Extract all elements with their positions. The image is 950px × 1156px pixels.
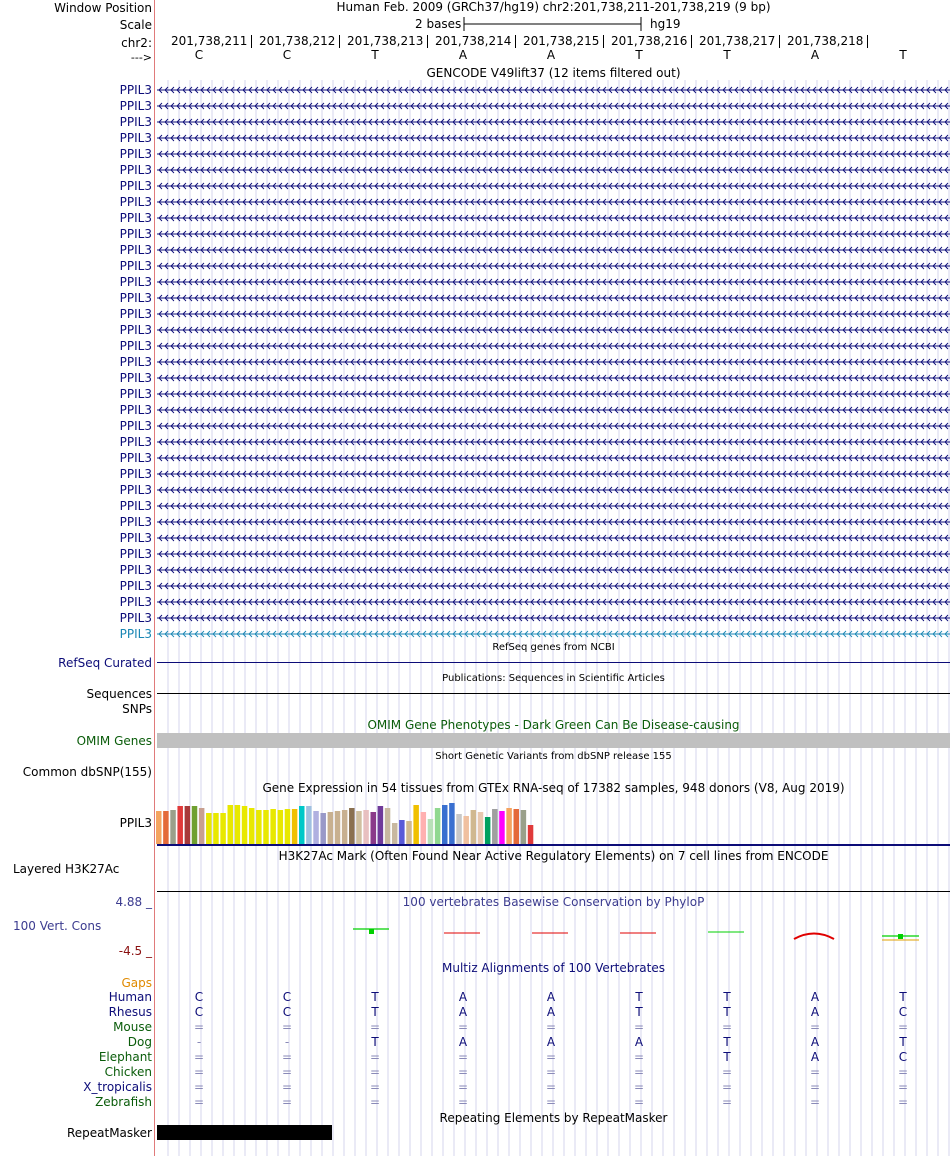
aligned-base: A <box>634 1035 644 1049</box>
gtex-tissue-bar <box>163 811 169 844</box>
phylop-track-label[interactable]: 100 Vert. Cons <box>13 919 102 933</box>
aligned-base: = <box>633 1050 645 1064</box>
phylop-score <box>794 934 834 940</box>
aligned-base: = <box>193 1080 205 1094</box>
gene-label[interactable]: PPIL3 <box>119 515 152 529</box>
scale-bar <box>462 16 644 32</box>
gene-label[interactable]: PPIL3 <box>119 499 152 513</box>
aligned-base: - <box>196 1035 202 1049</box>
ruler-position: 201,738,211 <box>171 35 252 48</box>
aligned-base: T <box>899 1035 907 1049</box>
gtex-tissue-bar <box>278 810 284 844</box>
base-letter: A <box>810 48 820 62</box>
refseq-track-title[interactable]: RefSeq genes from NCBI <box>492 642 615 653</box>
gene-label[interactable]: PPIL3 <box>119 147 152 161</box>
aligned-base: = <box>545 1095 557 1109</box>
aligned-base: = <box>457 1065 469 1079</box>
base-letter: T <box>723 48 731 62</box>
gene-label[interactable]: PPIL3 <box>119 483 152 497</box>
aligned-base: A <box>810 1035 820 1049</box>
gtex-tissue-bar <box>206 813 212 844</box>
aligned-base: T <box>723 1050 731 1064</box>
gtex-tissue-bar <box>442 805 448 844</box>
gtex-tissue-bar <box>335 811 341 844</box>
dna-sequence-row <box>0 48 950 64</box>
gtex-tissue-bar <box>456 814 462 844</box>
gene-label[interactable]: PPIL3 <box>119 579 152 593</box>
gencode-transcripts[interactable] <box>157 80 950 640</box>
gtex-tissue-bar <box>320 813 326 844</box>
gene-label[interactable]: PPIL3 <box>119 227 152 241</box>
gtex-tissue-bar <box>363 810 369 844</box>
gene-label[interactable]: PPIL3 <box>119 595 152 609</box>
aligned-base: = <box>193 1065 205 1079</box>
gtex-tissue-bar <box>270 809 276 844</box>
aligned-base: T <box>723 990 731 1004</box>
phylop-min-label: -4.5 _ <box>118 944 152 958</box>
gtex-tissue-bar <box>378 806 384 844</box>
base-letter: C <box>282 48 292 62</box>
gtex-tissue-bar <box>177 806 183 844</box>
aligned-base: = <box>369 1080 381 1094</box>
gtex-tissue-bar <box>242 806 248 844</box>
aligned-base: T <box>635 990 643 1004</box>
aligned-base: = <box>545 1080 557 1094</box>
gtex-tissue-bar <box>306 806 312 844</box>
gencode-track-title[interactable]: GENCODE V49lift37 (12 items filtered out) <box>426 66 681 80</box>
chrom-label: chr2: <box>121 36 152 50</box>
aligned-base: T <box>899 990 907 1004</box>
aligned-base: = <box>457 1080 469 1094</box>
species-label[interactable]: Rhesus <box>108 1005 152 1019</box>
gtex-tissue-bar <box>449 803 455 844</box>
base-letter: T <box>899 48 907 62</box>
aligned-base: T <box>371 990 379 1004</box>
gtex-tissue-bar <box>399 820 405 844</box>
aligned-base: = <box>897 1080 909 1094</box>
aligned-base: = <box>545 1065 557 1079</box>
aligned-base: C <box>282 1005 292 1019</box>
gtex-tissue-bar <box>471 810 477 844</box>
ruler-position: 201,738,216 <box>611 35 692 48</box>
aligned-base: A <box>546 1005 556 1019</box>
ruler-position: 201,738,212 <box>259 35 340 48</box>
aligned-base: = <box>457 1020 469 1034</box>
gtex-track-title[interactable]: Gene Expression in 54 tissues from GTEx RNA-seq of 17382 samples, 948 donors (V8, Aug 2019) <box>262 781 845 795</box>
aligned-base: = <box>369 1050 381 1064</box>
gtex-tissue-bar <box>514 809 520 844</box>
gtex-tissue-bar <box>342 810 348 844</box>
sequences-track-label[interactable]: Sequences <box>86 687 152 701</box>
refseq-gene-line[interactable] <box>157 662 950 663</box>
aligned-base: = <box>897 1095 909 1109</box>
aligned-base: = <box>897 1065 909 1079</box>
gtex-tissue-bar <box>499 811 505 844</box>
ruler-position: 201,738,218 <box>787 35 868 48</box>
gene-label[interactable]: PPIL3 <box>119 547 152 561</box>
gtex-tissue-bar <box>385 808 391 844</box>
gene-label[interactable]: PPIL3 <box>119 355 152 369</box>
gtex-tissue-bar <box>435 808 441 844</box>
aligned-base: = <box>897 1020 909 1034</box>
gtex-baseline <box>157 844 950 846</box>
gtex-gene-label[interactable]: PPIL3 <box>119 816 152 830</box>
gtex-tissue-bar <box>285 809 291 844</box>
aligned-base: = <box>193 1095 205 1109</box>
sequences-line[interactable] <box>157 693 950 694</box>
gene-label[interactable]: PPIL3 <box>119 467 152 481</box>
dbsnp-track-label[interactable]: Common dbSNP(155) <box>22 765 152 779</box>
repeat-element-block[interactable] <box>157 1125 332 1140</box>
phylop-score <box>898 934 903 939</box>
base-letter: C <box>194 48 204 62</box>
snps-track-label[interactable]: SNPs <box>122 702 152 716</box>
gtex-tissue-bar <box>156 811 162 844</box>
base-letter: T <box>371 48 379 62</box>
gene-label[interactable]: PPIL3 <box>119 323 152 337</box>
gtex-tissue-bar <box>428 819 434 844</box>
gtex-tissue-bar <box>349 808 355 844</box>
aligned-base: = <box>721 1080 733 1094</box>
dbsnp-track-title[interactable]: Short Genetic Variants from dbSNP release 155 <box>435 751 672 762</box>
aligned-base: C <box>898 1050 908 1064</box>
species-label[interactable]: Elephant <box>98 1050 152 1064</box>
phylop-max-label: 4.88 _ <box>115 895 152 909</box>
aligned-base: = <box>809 1080 821 1094</box>
h3k27ac-baseline <box>157 891 950 892</box>
gtex-tissue-bar <box>506 808 512 844</box>
gtex-tissue-bar <box>313 811 319 844</box>
base-letter: T <box>635 48 643 62</box>
aligned-base: T <box>723 1035 731 1049</box>
gtex-tissue-bar <box>199 808 205 844</box>
publications-track-title[interactable]: Publications: Sequences in Scientific Articles <box>442 673 665 684</box>
scale-label: Scale <box>119 18 152 32</box>
gene-label[interactable]: PPIL3 <box>119 243 152 257</box>
aligned-base: = <box>633 1065 645 1079</box>
gene-label[interactable]: PPIL3 <box>119 419 152 433</box>
gene-label[interactable]: PPIL3 <box>119 291 152 305</box>
gtex-tissue-bar <box>485 817 491 844</box>
phylop-track-title[interactable]: 100 vertebrates Basewise Conservation by PhyloP <box>402 895 705 909</box>
gtex-expression-bars[interactable] <box>154 797 554 845</box>
aligned-base: = <box>809 1065 821 1079</box>
gtex-tissue-bar <box>371 812 377 844</box>
gene-label[interactable]: PPIL3 <box>119 99 152 113</box>
aligned-base: A <box>458 990 468 1004</box>
aligned-base: = <box>369 1020 381 1034</box>
aligned-base: = <box>369 1065 381 1079</box>
gene-label[interactable]: PPIL3 <box>119 531 152 545</box>
gtex-tissue-bar <box>256 810 262 844</box>
aligned-base: C <box>282 990 292 1004</box>
h3k27ac-track-title[interactable]: H3K27Ac Mark (Often Found Near Active Regulatory Elements) on 7 cell lines from ENCODE <box>278 849 829 863</box>
gene-label[interactable]: PPIL3 <box>119 435 152 449</box>
gtex-tissue-bar <box>299 806 305 844</box>
aligned-base: = <box>193 1020 205 1034</box>
h3k27ac-track-label[interactable]: Layered H3K27Ac <box>13 862 120 876</box>
species-label[interactable]: Dog <box>127 1035 152 1049</box>
aligned-base: = <box>193 1050 205 1064</box>
aligned-base: A <box>546 1035 556 1049</box>
gtex-tissue-bar <box>170 810 176 844</box>
aligned-base: = <box>545 1050 557 1064</box>
aligned-base: = <box>721 1065 733 1079</box>
aligned-base: - <box>284 1035 290 1049</box>
omim-track-title[interactable]: OMIM Gene Phenotypes - Dark Green Can Be Disease-causing <box>367 718 740 732</box>
gtex-tissue-bar <box>249 808 255 844</box>
aligned-base: = <box>633 1095 645 1109</box>
omim-gene-bar[interactable] <box>157 733 950 748</box>
aligned-base: T <box>723 1005 731 1019</box>
scale-db-text: hg19 <box>650 17 681 31</box>
repeatmasker-track-title[interactable]: Repeating Elements by RepeatMasker <box>439 1111 668 1125</box>
aligned-base: = <box>721 1095 733 1109</box>
gtex-tissue-bar <box>235 805 241 844</box>
species-label[interactable]: Mouse <box>113 1020 152 1034</box>
gene-label[interactable]: PPIL3 <box>119 403 152 417</box>
gtex-tissue-bar <box>220 813 226 844</box>
gene-label[interactable]: PPIL3 <box>119 275 152 289</box>
aligned-base: C <box>194 990 204 1004</box>
aligned-base: A <box>810 1050 820 1064</box>
gtex-tissue-bar <box>406 821 412 844</box>
base-letter: A <box>458 48 468 62</box>
aligned-base: A <box>458 1005 468 1019</box>
gtex-tissue-bar <box>263 810 269 844</box>
window-position-label: Window Position <box>54 1 152 15</box>
aligned-base: = <box>721 1020 733 1034</box>
aligned-base: = <box>457 1050 469 1064</box>
gene-label[interactable]: PPIL3 <box>119 259 152 273</box>
ruler-position: 201,738,214 <box>435 35 516 48</box>
aligned-base: = <box>809 1095 821 1109</box>
gtex-tissue-bar <box>356 811 362 844</box>
aligned-base: T <box>635 1005 643 1019</box>
aligned-base: = <box>369 1095 381 1109</box>
aligned-base: = <box>281 1020 293 1034</box>
gene-label[interactable]: PPIL3 <box>119 611 152 625</box>
species-label[interactable]: Human <box>108 990 152 1004</box>
gtex-tissue-bar <box>192 806 198 844</box>
species-label[interactable]: X_tropicalis <box>83 1080 152 1094</box>
multiz-track-title[interactable]: Multiz Alignments of 100 Vertebrates <box>441 961 666 975</box>
assembly-position-text: Human Feb. 2009 (GRCh37/hg19) chr2:201,738,211-201,738,219 (9 bp) <box>336 0 771 14</box>
gene-label[interactable]: PPIL3 <box>119 131 152 145</box>
refseq-track-label[interactable]: RefSeq Curated <box>58 656 152 670</box>
gtex-tissue-bar <box>213 813 219 844</box>
aligned-base: T <box>371 1035 379 1049</box>
gtex-tissue-bar <box>392 823 398 844</box>
gene-label[interactable]: PPIL3 <box>119 371 152 385</box>
aligned-base: A <box>546 990 556 1004</box>
aligned-base: A <box>810 1005 820 1019</box>
strand-arrow-label[interactable]: ---> <box>130 51 152 64</box>
gtex-tissue-bar <box>292 809 298 844</box>
aligned-base: A <box>458 1035 468 1049</box>
gene-label[interactable]: PPIL3 <box>119 339 152 353</box>
species-label[interactable]: Chicken <box>104 1065 152 1079</box>
aligned-base: T <box>371 1005 379 1019</box>
omim-track-label[interactable]: OMIM Genes <box>76 734 152 748</box>
gtex-tissue-bar <box>413 805 419 844</box>
aligned-base: = <box>457 1095 469 1109</box>
gene-label[interactable]: PPIL3 <box>119 627 152 641</box>
gene-label[interactable]: PPIL3 <box>119 163 152 177</box>
gtex-tissue-bar <box>463 816 469 844</box>
gtex-tissue-bar <box>328 812 334 844</box>
aligned-base: C <box>898 1005 908 1019</box>
gtex-tissue-bar <box>521 810 527 844</box>
gaps-label[interactable]: Gaps <box>121 976 152 990</box>
phylop-score <box>369 929 374 934</box>
aligned-base: = <box>809 1020 821 1034</box>
ruler-position: 201,738,213 <box>347 35 428 48</box>
gene-label[interactable]: PPIL3 <box>119 179 152 193</box>
scale-bases-text: 2 bases <box>415 17 462 31</box>
phylop-signal[interactable] <box>157 900 950 960</box>
gene-label[interactable]: PPIL3 <box>119 195 152 209</box>
gtex-tissue-bar <box>492 809 498 844</box>
aligned-base: = <box>281 1050 293 1064</box>
aligned-base: A <box>810 990 820 1004</box>
gene-label[interactable]: PPIL3 <box>119 211 152 225</box>
ruler-position: 201,738,217 <box>699 35 780 48</box>
gene-label[interactable]: PPIL3 <box>119 307 152 321</box>
aligned-base: = <box>545 1020 557 1034</box>
gtex-tissue-bar <box>478 812 484 844</box>
gene-label[interactable]: PPIL3 <box>119 387 152 401</box>
aligned-base: = <box>633 1080 645 1094</box>
gene-label[interactable]: PPIL3 <box>119 451 152 465</box>
gene-label[interactable]: PPIL3 <box>119 115 152 129</box>
gene-label[interactable]: PPIL3 <box>119 563 152 577</box>
gene-label[interactable]: PPIL3 <box>119 83 152 97</box>
gtex-tissue-bar <box>228 805 234 844</box>
aligned-base: = <box>281 1065 293 1079</box>
aligned-base: C <box>194 1005 204 1019</box>
aligned-base: = <box>281 1095 293 1109</box>
gtex-tissue-bar <box>185 806 191 844</box>
species-label[interactable]: Zebrafish <box>95 1095 152 1109</box>
aligned-base: = <box>633 1020 645 1034</box>
gtex-tissue-bar <box>528 825 534 844</box>
gtex-tissue-bar <box>421 812 427 844</box>
repeatmasker-track-label[interactable]: RepeatMasker <box>66 1126 152 1140</box>
ruler-position: 201,738,215 <box>523 35 604 48</box>
aligned-base: = <box>281 1080 293 1094</box>
base-letter: A <box>546 48 556 62</box>
